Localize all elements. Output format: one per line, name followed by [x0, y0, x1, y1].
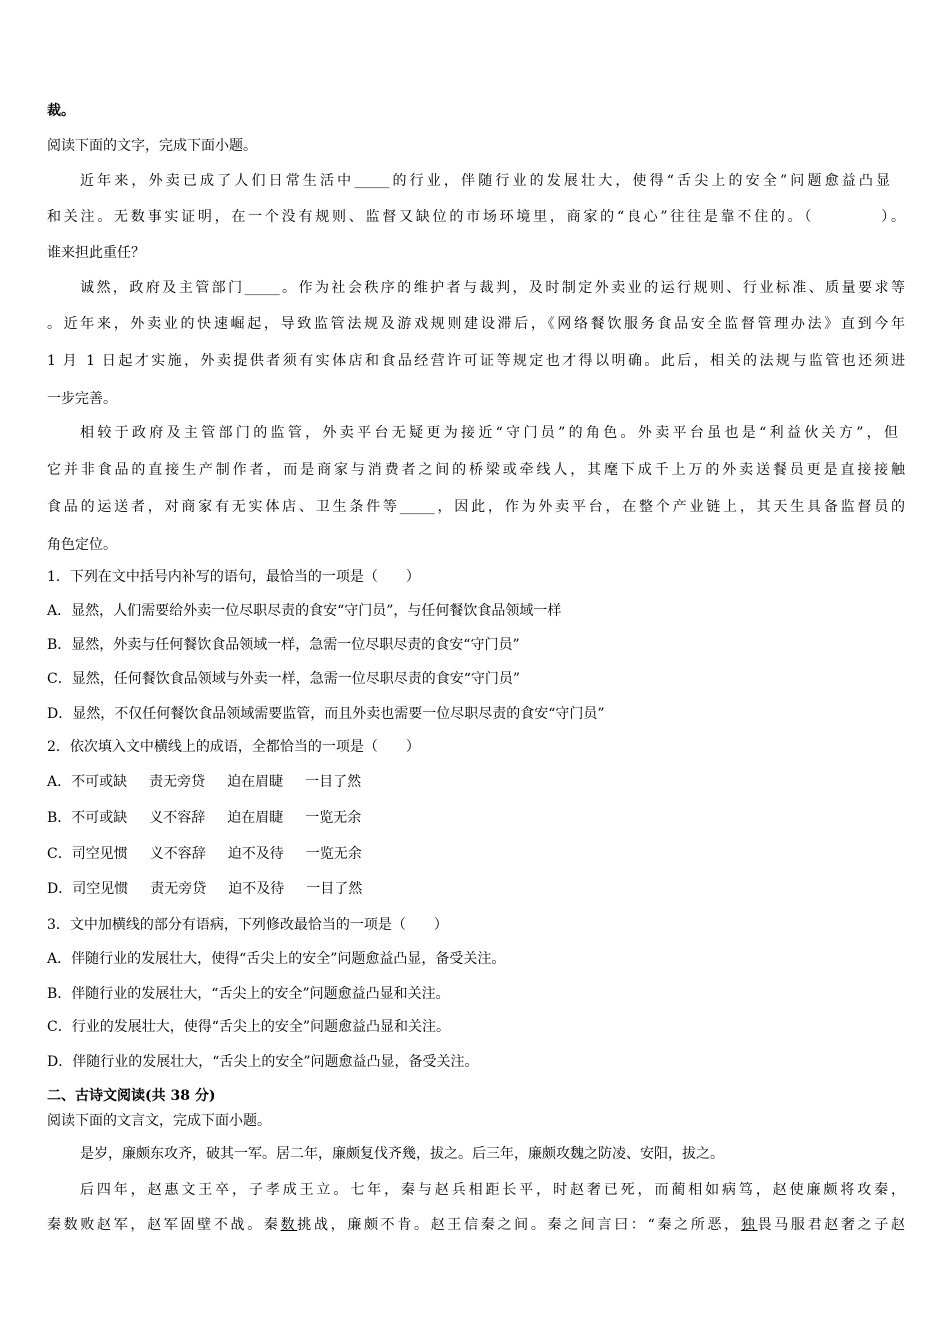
idiom: 责无旁贷 [149, 774, 206, 790]
idiom: 一览无余 [305, 810, 362, 826]
passage-line: 食品的运送者，对商家有无实体店、卫生条件等_____，因此，作为外卖平台，在整个产业链上，其天生具备监督员的 [47, 499, 905, 515]
option-label: D． [47, 881, 73, 897]
idiom: 不可或缺 [71, 810, 128, 826]
classical-paragraph-2-line-2 [47, 1215, 905, 1235]
question-3-option-b: B．伴随行业的发展壮大，“舌尖上的安全”问题愈益凸显和关注。 [47, 986, 450, 1002]
text-run: 畏马服君赵奢之子赵 [757, 1217, 906, 1233]
section-2-heading: 二、古诗文阅读(共 38 分) [47, 1088, 216, 1104]
passage-line: 谁来担此重任？ [47, 245, 145, 261]
question-3-option-c: C．行业的发展壮大，使得“舌尖上的安全”问题愈益凸显和关注。 [47, 1019, 451, 1035]
question-2-option-d [47, 879, 362, 899]
classical-paragraph-2-line-1: 后四年，赵惠文王卒，子孝成王立。七年，秦与赵兵相距长平，时赵奢已死，而蔺相如病笃，赵使廉颇将攻秦， [80, 1182, 905, 1198]
question-2-option-c [47, 844, 362, 864]
passage-line: 和关注。无数事实证明，在一个没有规则、监督又缺位的市场环境里，商家的“良心”往往是靠不住的。（ ）。 [47, 209, 905, 225]
passage-line: 1 月 1 日起才实施，外卖提供者须有实体店和食品经营许可证等规定也才得以明确。此后，相关的法规与监管也还须进 [47, 353, 905, 369]
idiom: 迫不及待 [227, 846, 284, 862]
question-1-option-d: D．显然，不仅任何餐饮食品领域需要监管，而且外卖也需要一位尽职尽责的食安“守门员” [47, 706, 605, 722]
top-fragment: 裁。 [47, 103, 75, 119]
passage-line: 一步完善。 [47, 391, 117, 407]
option-label: C． [47, 846, 72, 862]
section-2-instruction: 阅读下面的文言文，完成下面小题。 [47, 1113, 271, 1129]
idiom: 司空见惯 [72, 881, 129, 897]
reading-instruction: 阅读下面的文字，完成下面小题。 [47, 138, 257, 154]
passage-line: 诚然，政府及主管部门_____。作为社会秩序的维护者与裁判，及时制定外卖业的运行规则、行业标准、质量要求等 [80, 280, 905, 296]
classical-paragraph-1: 是岁，廉颇东攻齐，破其一军。居二年，廉颇复伐齐幾，拔之。后三年，廉颇攻魏之防凌、安阳，拔之。 [80, 1146, 724, 1162]
question-2-option-a [47, 772, 361, 792]
passage-line: 相较于政府及主管部门的监管，外卖平台无疑更为接近“守门员”的角色。外卖平台虽也是“利益伙关方”，但 [80, 425, 898, 441]
text-run: 秦数败赵军，赵军固壁不战。秦 [47, 1217, 281, 1233]
idiom: 责无旁贷 [150, 881, 207, 897]
question-1-option-b: B．显然，外卖与任何餐饮食品领域一样，急需一位尽职尽责的食安“守门员” [47, 637, 520, 653]
question-3-option-a: A．伴随行业的发展壮大，使得“舌尖上的安全”问题愈益凸显，备受关注。 [47, 951, 506, 967]
question-3-stem: 3．文中加横线的部分有语病，下列修改最恰当的一项是（ ） [47, 917, 448, 933]
idiom: 迫不及待 [228, 881, 285, 897]
underlined-word: 数 [280, 1217, 298, 1233]
idiom: 一目了然 [306, 881, 363, 897]
passage-line: 它并非食品的直接生产制作者，而是商家与消费者之间的桥梁或牵线人，其麾下成千上万的外卖送餐员更是直接接触 [47, 462, 905, 478]
question-2-stem: 2．依次填入文中横线上的成语，全都恰当的一项是（ ） [47, 739, 420, 755]
idiom: 义不容辞 [149, 810, 206, 826]
idiom: 义不容辞 [149, 846, 206, 862]
passage-line: 近年来，外卖已成了人们日常生活中_____的行业，伴随行业的发展壮大，使得“舌尖上的安全”问题愈益凸显 [80, 173, 890, 189]
idiom: 迫在眉睫 [227, 810, 284, 826]
question-2-option-b [47, 808, 361, 828]
question-1-stem: 1．下列在文中括号内补写的语句，最恰当的一项是（ ） [47, 569, 420, 585]
question-3-option-d: D．伴随行业的发展壮大，“舌尖上的安全”问题愈益凸显，备受关注。 [47, 1054, 479, 1070]
passage-line: 角色定位。 [47, 537, 117, 553]
idiom: 不可或缺 [71, 774, 128, 790]
text-run: 挑战，廉颇不肯。赵王信秦之间。秦之间言曰：“秦之所恶， [297, 1217, 741, 1233]
option-label: B． [47, 810, 72, 826]
idiom: 一览无余 [305, 846, 362, 862]
underlined-word: 独 [740, 1217, 758, 1233]
option-label: A． [47, 774, 72, 790]
question-1-option-c: C．显然，任何餐饮食品领域与外卖一样，急需一位尽职尽责的食安“守门员” [47, 671, 521, 687]
question-1-option-a: A．显然，人们需要给外卖一位尽职尽责的食安“守门员”，与任何餐饮食品领域一样 [47, 603, 562, 619]
idiom: 一目了然 [305, 774, 362, 790]
passage-line: 。近年来，外卖业的快速崛起，导致监管法规及游戏规则建设滞后，《网络餐饮服务食品安全监督管理办法》直到今年 [47, 316, 905, 332]
idiom: 迫在眉睫 [227, 774, 284, 790]
idiom: 司空见惯 [71, 846, 128, 862]
